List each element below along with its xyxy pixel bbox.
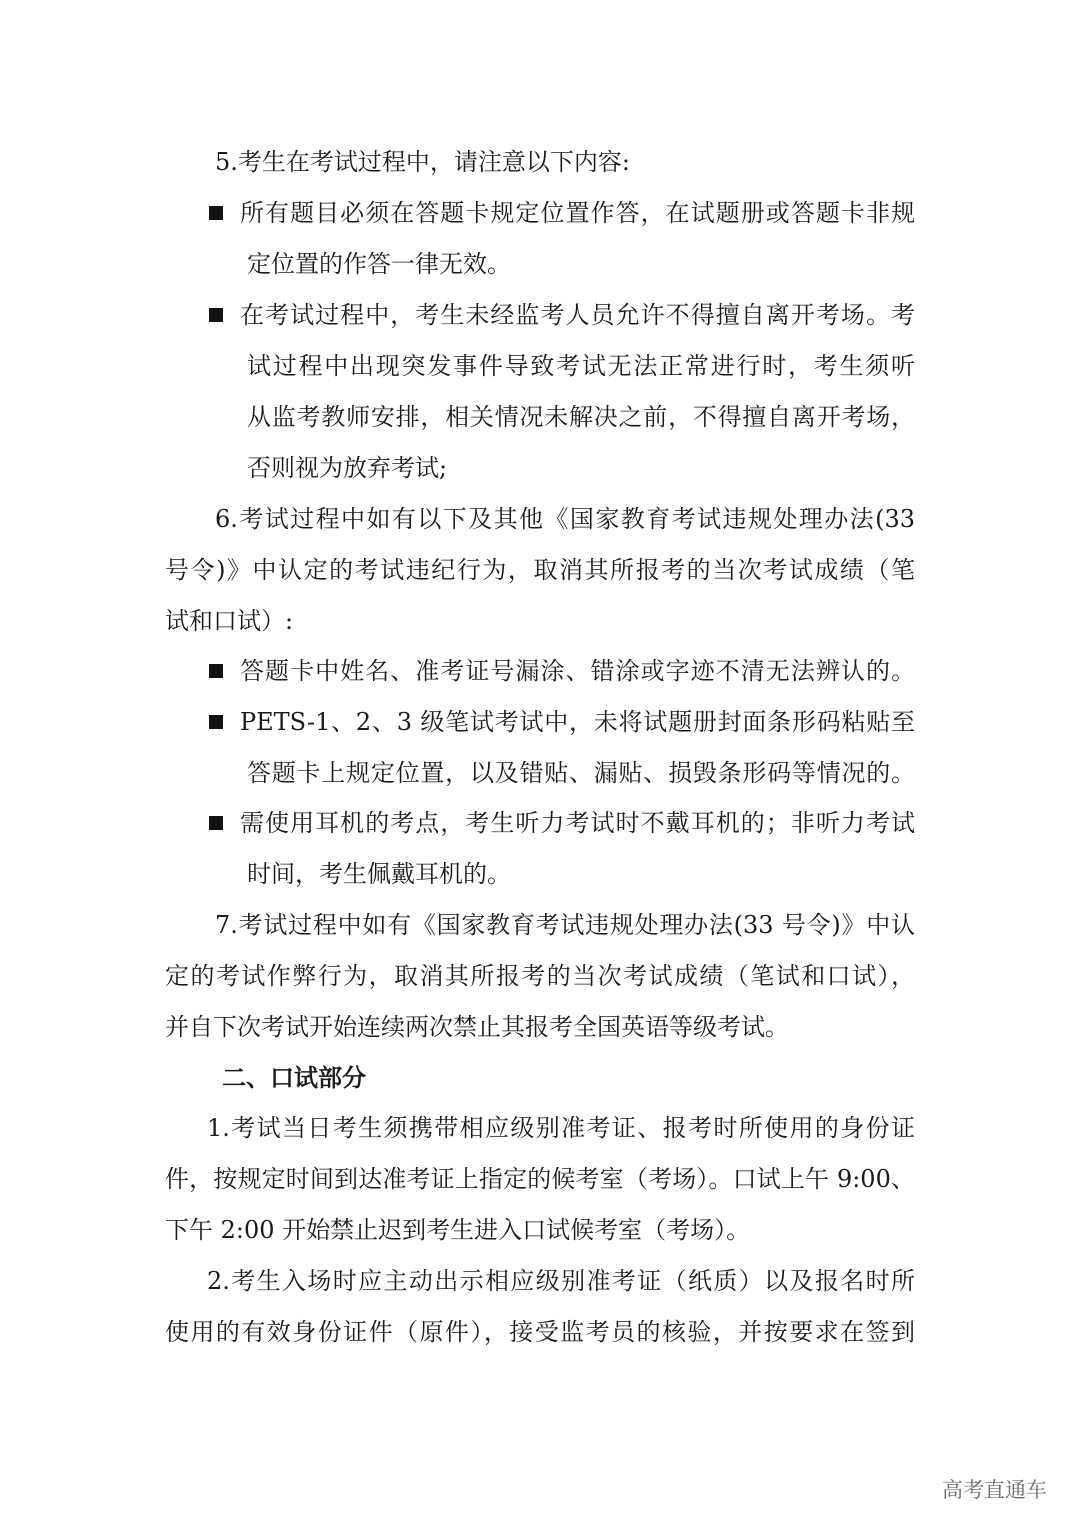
- bullet-line: 需使用耳机的考点，考生听力考试时不戴耳机的；非听力考试: [240, 809, 915, 837]
- bullet-line: 试过程中出现突发事件导致考试无法正常进行时，考生须听: [247, 352, 915, 380]
- square-bullet-icon: [209, 816, 223, 830]
- bullet-line: 所有题目必须在答题卡规定位置作答，在试题册或答题卡非规: [240, 199, 915, 227]
- bullet-line: 从监考教师安排，相关情况未解决之前，不得擅自离开考场，: [247, 403, 915, 431]
- oral-paragraph-1-line: 下午 2:00 开始禁止迟到考生进入口试候考室（考场）。: [165, 1216, 751, 1244]
- bullet-line: 定位置的作答一律无效。: [247, 250, 511, 278]
- paragraph-7-line: 7.考试过程中如有《国家教育考试违规处理办法(33 号令)》中认: [215, 911, 915, 939]
- oral-paragraph-1-line: 1.考试当日考生须携带相应级别准考证、报考时所使用的身份证: [207, 1114, 915, 1142]
- paragraph-5-line: 5.考生在考试过程中，请注意以下内容:: [215, 148, 630, 176]
- square-bullet-icon: [209, 715, 223, 729]
- oral-paragraph-2-line: 使用的有效身份证件（原件），接受监考员的核验，并按要求在签到: [165, 1318, 915, 1346]
- square-bullet-icon: [209, 308, 223, 322]
- watermark: 高考直通车: [942, 1478, 1047, 1502]
- bullet-line: 答题卡上规定位置，以及错贴、漏贴、损毁条形码等情况的。: [247, 759, 915, 787]
- section-heading: 二、口试部分: [222, 1064, 366, 1092]
- bullet-line: PETS-1、2、3 级笔试考试中，未将试题册封面条形码粘贴至: [240, 708, 915, 736]
- bullet-line: 在考试过程中，考生未经监考人员允许不得擅自离开考场。考: [240, 301, 915, 329]
- oral-paragraph-1-line: 件，按规定时间到达准考证上指定的候考室（考场）。口试上午 9:00、: [165, 1165, 915, 1193]
- paragraph-7-line: 并自下次考试开始连续两次禁止其报考全国英语等级考试。: [165, 1013, 789, 1041]
- square-bullet-icon: [209, 206, 223, 220]
- bullet-line: 时间，考生佩戴耳机的。: [247, 860, 511, 888]
- bullet-line: 答题卡中姓名、准考证号漏涂、错涂或字迹不清无法辨认的。: [240, 657, 915, 685]
- square-bullet-icon: [209, 664, 223, 678]
- paragraph-6-line: 试和口试）:: [165, 607, 294, 635]
- paragraph-6-line: 号令)》中认定的考试违纪行为，取消其所报考的当次考试成绩（笔: [165, 556, 915, 584]
- paragraph-6-line: 6.考试过程中如有以下及其他《国家教育考试违规处理办法(33: [215, 505, 915, 533]
- oral-paragraph-2-line: 2.考生入场时应主动出示相应级别准考证（纸质）以及报名时所: [207, 1267, 915, 1295]
- paragraph-7-line: 定的考试作弊行为，取消其所报考的当次考试成绩（笔试和口试），: [165, 962, 915, 990]
- bullet-line: 否则视为放弃考试;: [247, 454, 448, 482]
